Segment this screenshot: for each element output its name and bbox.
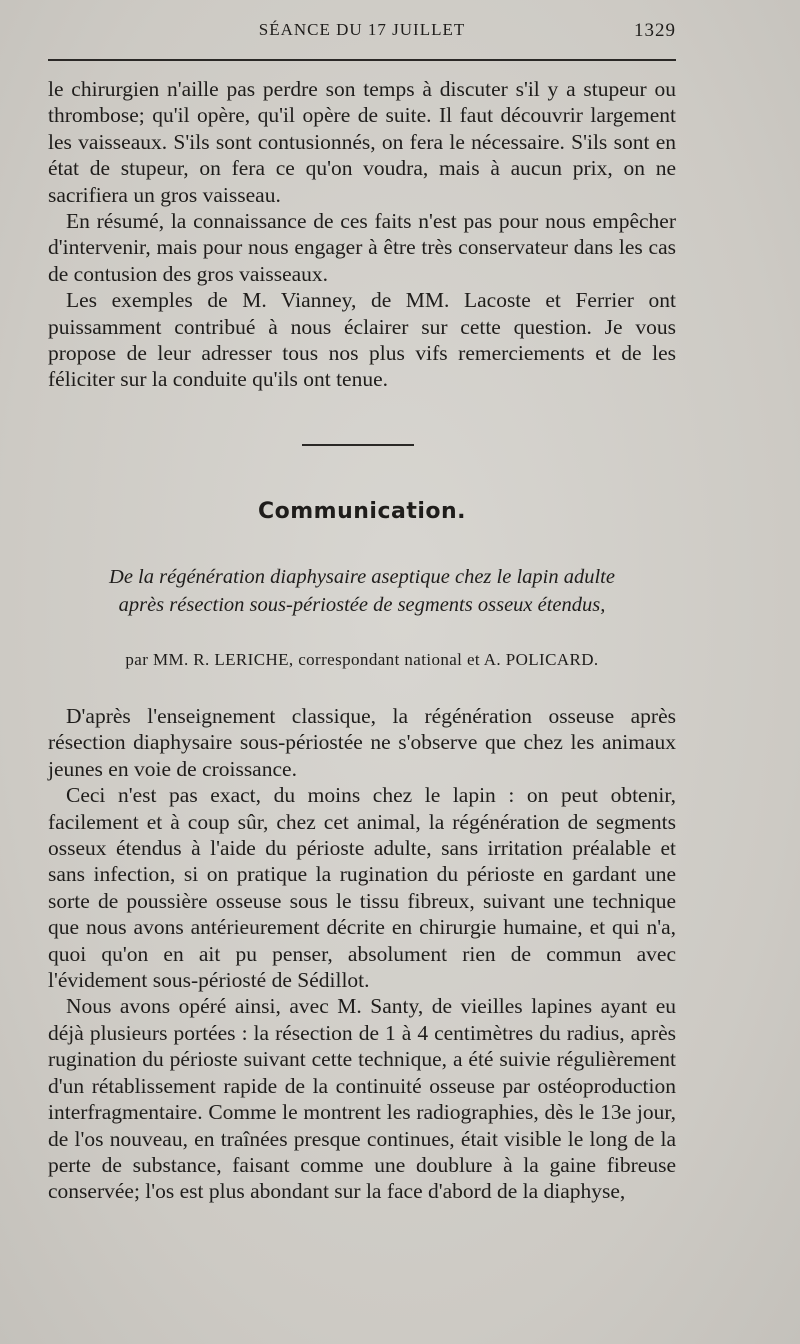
subtitle-line: après résection sous-périostée de segments osseux étendus,: [118, 594, 606, 616]
running-header: [48, 18, 676, 46]
paragraph: D'après l'enseignement classique, la régénération osseuse après résection diaphysaire sous-périostée ne s'observe que chez les animaux jeunes en voie de croissance.: [48, 704, 676, 781]
section-divider: [302, 444, 414, 446]
paragraph: En résumé, la connaissance de ces faits n'est pas pour nous empêcher d'intervenir, mais pour nous engager à être très conservateur dans les cas de contusion des gros vaisseaux.: [48, 209, 676, 286]
header-title: SÉANCE DU 17 JUILLET: [258, 20, 466, 39]
page-number: 1329: [634, 20, 676, 41]
body-text: [48, 703, 676, 1205]
header-rule: [48, 59, 676, 61]
section-title: Communication.: [257, 499, 467, 524]
paragraph: Les exemples de M. Vianney, de MM. Lacoste et Ferrier ont puissamment contribué à nous éclairer sur cette question. Je vous propose de leur adresser tous nos plus vifs remerciements et de les féliciter sur la conduite qu'ils ont tenue.: [48, 288, 676, 392]
article-subtitle: [48, 563, 676, 619]
intro-text: [48, 76, 676, 393]
paragraph: le chirurgien n'aille pas perdre son temps à discuter s'il y a stupeur ou thrombose; qu'il opère, qu'il opère de suite. Il faut découvrir largement les vaisseaux. S'ils sont contusionnés, on fera le nécessaire. S'ils sont en état de stupeur, on fera ce qu'on voudra, mais à aucun prix, on ne sacrifiera un gros vaisseau.: [48, 77, 676, 207]
subtitle-line: De la régénération diaphysaire aseptique chez le lapin adulte: [109, 566, 615, 588]
paragraph: Ceci n'est pas exact, du moins chez le lapin : on peut obtenir, facilement et à coup sûr, chez cet animal, la régénération de segments osseux étendus à l'aide du périoste adulte, sans irritation préalable et sans infection, si on pratique la rugination du périoste en gardant une sorte de poussière osseuse sous le tissu fibreux, suivant une technique que nous avons antérieurement décrite en chirurgie humaine, et qui n'a, quoi qu'on en ait pu penser, absolument rien de commun avec l'évidement sous-périosté de Sédillot.: [48, 783, 676, 993]
authors-line: par MM. R. LERICHE, correspondant national et A. POLICARD.: [125, 650, 599, 669]
paragraph: Nous avons opéré ainsi, avec M. Santy, de vieilles lapines ayant eu déjà plusieurs portées : la résection de 1 à 4 centimètres du radius, après rugination du périoste suivant cette technique, a été suivie régulièrement d'un rétablissement rapide de la continuité osseuse par ostéoproduction interfragmentaire. Comme le montrent les radiographies, dès le 13e jour, de l'os nouveau, en traînées presque continues, était visible le long de la perte de substance, faisant comme une doublure à la gaine fibreuse conservée; l'os est plus abondant sur la face d'abord de la diaphyse,: [48, 994, 676, 1204]
